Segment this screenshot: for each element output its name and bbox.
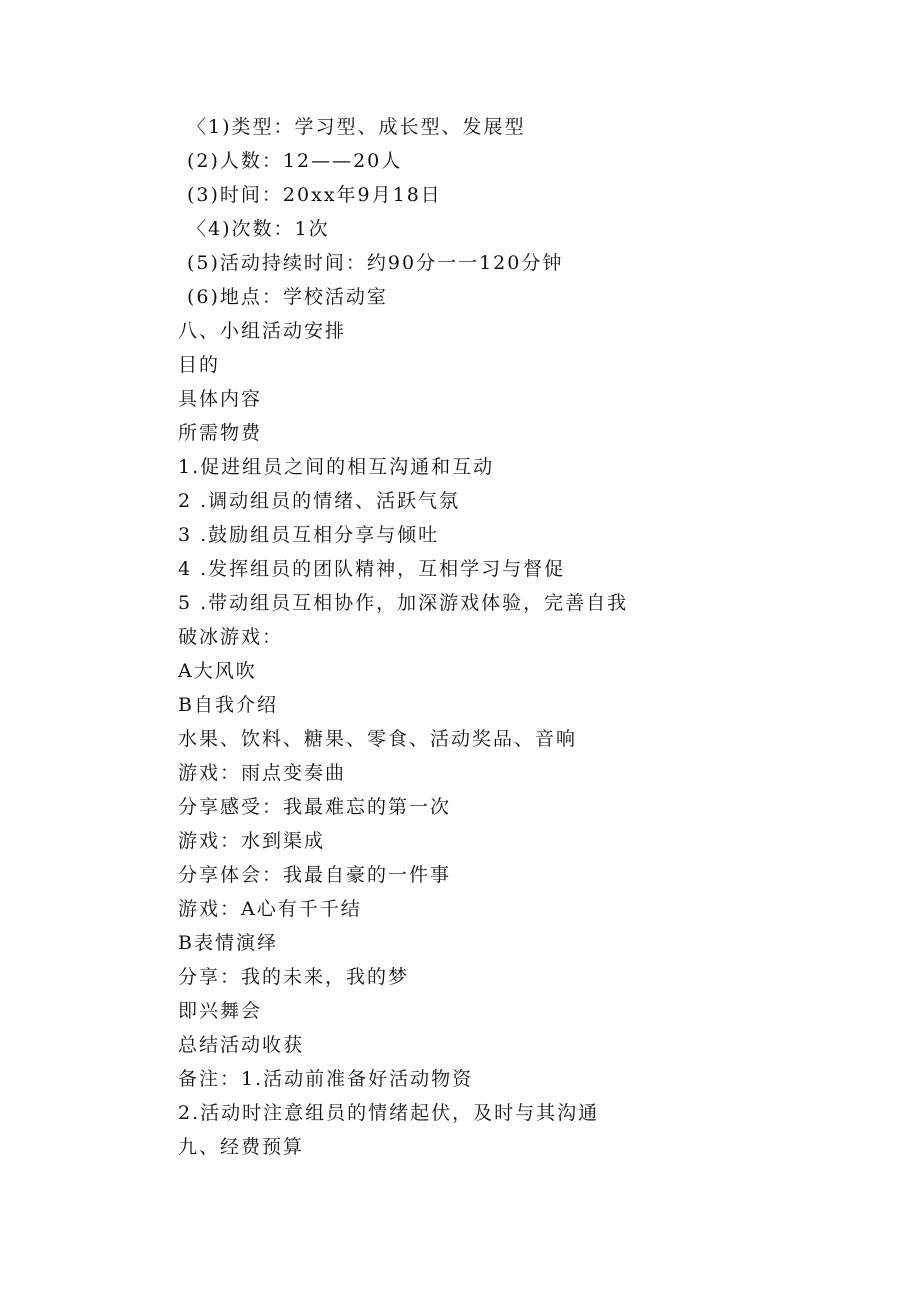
purpose-item-2: 2 .调动组员的情绪、活跃气氛 (178, 490, 461, 512)
line-duration: (5)活动持续时间：约90分一一120分钟 (187, 252, 564, 274)
game-2: 游戏：水到渠成 (178, 830, 326, 852)
label-content: 具体内容 (178, 388, 263, 410)
purpose-item-3: 3 .鼓励组员互相分享与倾吐 (178, 524, 440, 546)
line-headcount: (2)人数：12——20人 (187, 150, 403, 172)
game-1: 游戏：雨点变奏曲 (178, 762, 347, 784)
share-3: 分享：我的未来，我的梦 (178, 966, 410, 988)
note-2: 2.活动时注意组员的情绪起伏，及时与其沟通 (178, 1102, 600, 1124)
dance-party: 即兴舞会 (178, 1000, 263, 1022)
purpose-item-4: 4 .发挥组员的团队精神，互相学习与督促 (178, 558, 566, 580)
game-3: 游戏：A心有千千结 (178, 898, 362, 920)
game-3-b: B表情演绎 (178, 932, 278, 954)
note-1: 备注：1.活动前准备好活动物资 (178, 1068, 474, 1090)
summary: 总结活动收获 (178, 1034, 305, 1056)
icebreaker-b: B自我介绍 (178, 694, 278, 716)
line-location: (6)地点：学校活动室 (187, 286, 388, 308)
label-materials: 所需物费 (178, 422, 263, 444)
purpose-item-1: 1.促进组员之间的相互沟通和互动 (178, 456, 495, 478)
share-1: 分享感受：我最难忘的第一次 (178, 796, 452, 818)
purpose-item-5: 5 .带动组员互相协作，加深游戏体验，完善自我 (178, 592, 629, 614)
line-count: 〈4)次数：1次 (187, 218, 330, 240)
icebreaker-label: 破冰游戏： (178, 626, 284, 648)
line-type: 〈1)类型：学习型、成长型、发展型 (187, 116, 526, 138)
line-time: (3)时间：20xx年9月18日 (187, 184, 442, 206)
share-2: 分享体会：我最自豪的一件事 (178, 864, 452, 886)
icebreaker-a: A大风吹 (178, 660, 257, 682)
section-heading-activity: 八、小组活动安排 (178, 320, 347, 342)
materials-list: 水果、饮料、糖果、零食、活动奖品、音响 (178, 728, 578, 750)
label-purpose: 目的 (178, 354, 221, 376)
section-heading-budget: 九、经费预算 (178, 1136, 305, 1158)
